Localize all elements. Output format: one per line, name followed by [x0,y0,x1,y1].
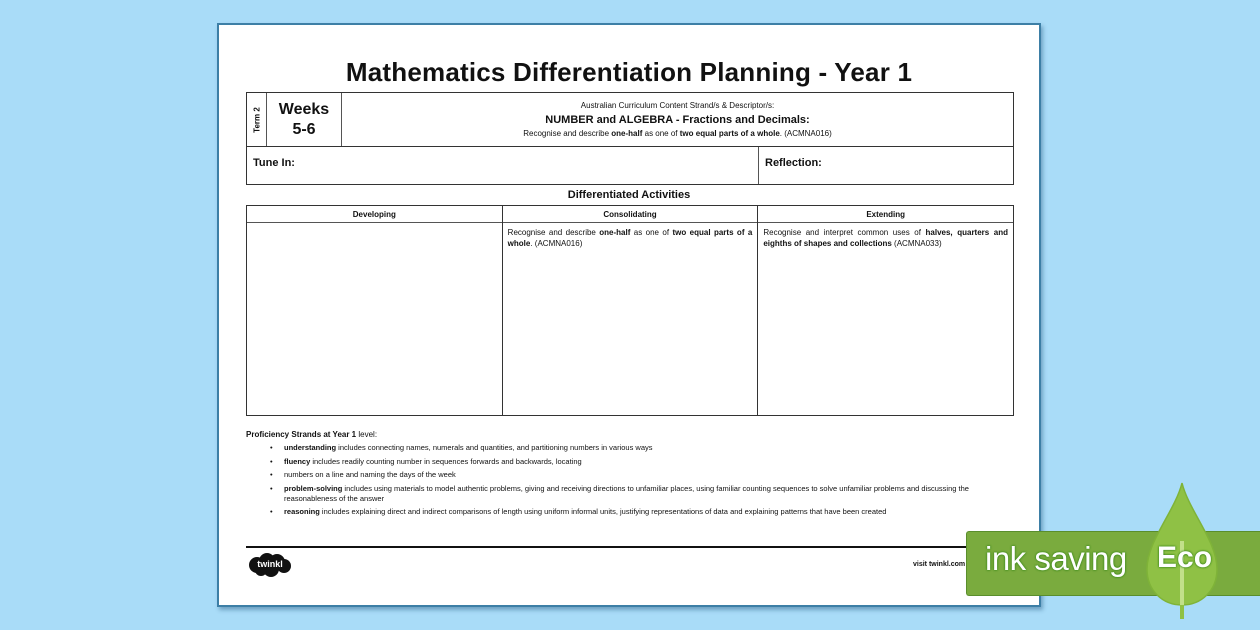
list-item: • fluency includes readily counting number in sequences forwards and backwards, locating [270,457,1016,467]
weeks-range: 5-6 [292,120,316,138]
list-item: • understanding includes connecting names, numerals and quantities, and partitioning numbers in various ways [270,443,1016,453]
curriculum-label: Australian Curriculum Content Strand/s & Descriptor/s: [580,100,775,110]
curriculum-cell [342,93,1013,146]
activity-column-extending [758,206,1013,415]
activity-body: Recognise and describe one-half as one of two equal parts of a whole. (ACMNA016) [507,228,753,248]
reflection-label: Reflection: [765,157,822,169]
document-title: Mathematics Differentiation Planning - Year 1 [345,57,913,87]
activity-heading: Extending [758,206,1013,223]
weeks-cell [267,93,342,146]
list-item: • problem-solving includes using materials to model authentic problems, giving and receiving directions to unfamiliar places, using familiar counting sequences to solve unfamiliar problems and discussing the reasonableness of the answer [270,484,1016,504]
curriculum-descriptor: Recognise and describe one-half as one of two equal parts of a whole. (ACMNA016) [523,128,832,138]
logo-text: twinkl [257,559,283,569]
weeks-label: Weeks [278,100,330,118]
activity-column-developing [247,206,503,415]
term-cell [247,93,267,146]
ink-saving-label: ink saving [985,540,1127,577]
list-item: • reasoning includes explaining direct and indirect comparisons of length using uniform informal units, justifying representations of data and explaining patterns that have been created [270,507,1016,517]
tune-in-cell [247,147,759,184]
activities-table [246,205,1014,416]
eco-label: Eco [1157,541,1213,574]
footer-divider [246,546,1016,548]
activity-heading: Developing [247,206,502,223]
twinkl-logo [247,552,293,578]
worksheet-page [217,23,1041,607]
tune-in-label: Tune In: [253,157,295,169]
proficiency-list [246,443,1016,517]
header-box [246,92,1014,147]
differentiated-activities-title: Differentiated Activities [567,189,691,201]
proficiency-title: Proficiency Strands at Year 1 level: [246,430,378,439]
proficiency-strands [246,430,1016,521]
activity-body [247,223,502,415]
activity-body: Recognise and interpret common uses of halves, quarters and eighths of shapes and collections (ACMNA033) [763,228,1009,248]
reflection-cell [759,147,1013,184]
activity-heading: Consolidating [503,206,758,223]
visit-link[interactable]: visit twinkl.com [913,561,966,568]
tune-reflection-row [246,147,1014,185]
activity-column-consolidating [503,206,759,415]
term-label: Term 2 [252,106,261,133]
list-item: • numbers on a line and naming the days of the week [270,470,1016,480]
curriculum-strand: NUMBER and ALGEBRA - Fractions and Decimals: [545,113,810,126]
